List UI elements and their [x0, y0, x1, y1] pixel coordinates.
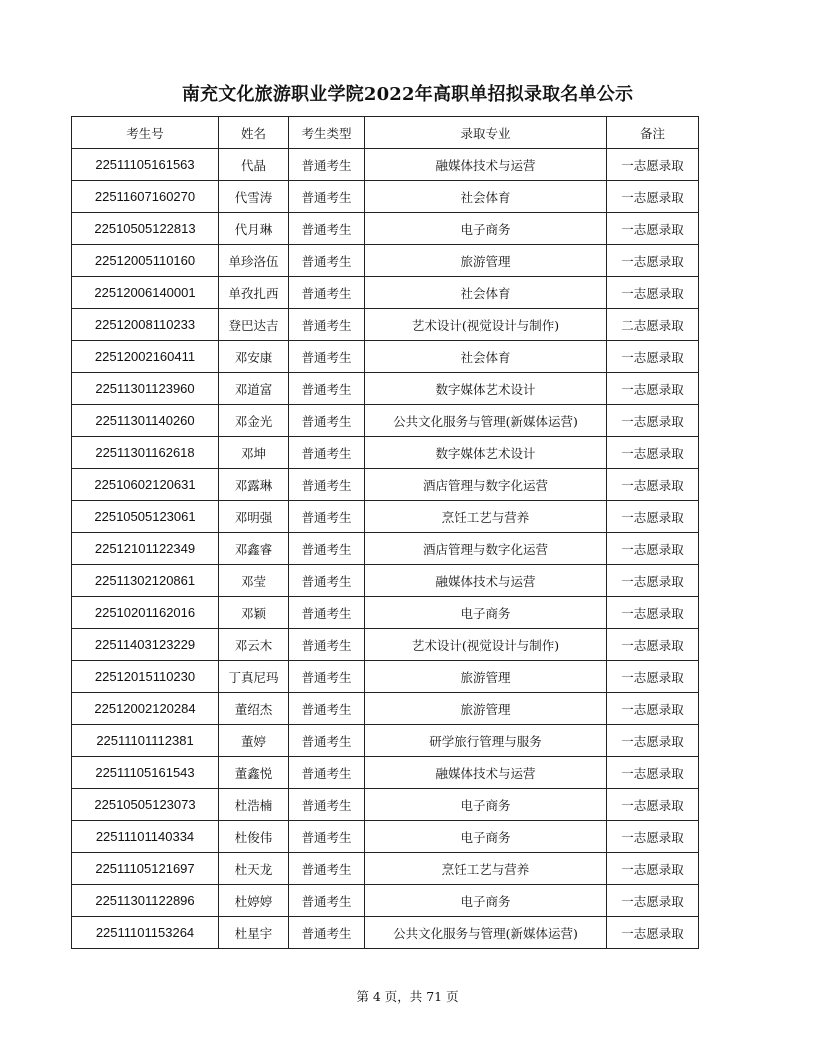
- candidate-type-cell: 普通考生: [289, 693, 365, 725]
- exam-number-cell: 22511301122896: [72, 885, 219, 917]
- name-cell: 邓鑫睿: [219, 533, 289, 565]
- major-cell: 融媒体技术与运营: [365, 565, 607, 597]
- remark-cell: 一志愿录取: [607, 277, 699, 309]
- major-cell: 旅游管理: [365, 245, 607, 277]
- header-row: [72, 117, 699, 149]
- table-header: [72, 117, 699, 149]
- major-cell: 融媒体技术与运营: [365, 757, 607, 789]
- candidate-type-cell: 普通考生: [289, 245, 365, 277]
- exam-number-cell: 22510505123073: [72, 789, 219, 821]
- remark-cell: 一志愿录取: [607, 693, 699, 725]
- table-row: [72, 149, 699, 181]
- candidate-type-cell: 普通考生: [289, 181, 365, 213]
- major-cell: 公共文化服务与管理(新媒体运营): [365, 405, 607, 437]
- name-cell: 杜星宇: [219, 917, 289, 949]
- table-row: [72, 469, 699, 501]
- major-cell: 电子商务: [365, 821, 607, 853]
- candidate-type-cell: 普通考生: [289, 725, 365, 757]
- table-row: [72, 341, 699, 373]
- major-cell: 数字媒体艺术设计: [365, 437, 607, 469]
- candidate-type-cell: 普通考生: [289, 533, 365, 565]
- major-cell: 酒店管理与数字化运营: [365, 469, 607, 501]
- candidate-type-cell: 普通考生: [289, 405, 365, 437]
- major-cell: 艺术设计(视觉设计与制作): [365, 629, 607, 661]
- remark-cell: 一志愿录取: [607, 405, 699, 437]
- table-row: [72, 661, 699, 693]
- name-cell: 丁真尼玛: [219, 661, 289, 693]
- major-cell: 社会体育: [365, 181, 607, 213]
- table-row: [72, 277, 699, 309]
- exam-number-cell: 22511302120861: [72, 565, 219, 597]
- major-cell: 融媒体技术与运营: [365, 149, 607, 181]
- table-row: [72, 917, 699, 949]
- major-cell: 电子商务: [365, 213, 607, 245]
- remark-cell: 一志愿录取: [607, 597, 699, 629]
- page-title: 南充文化旅游职业学院2022年高职单招拟录取名单公示: [181, 84, 634, 105]
- name-cell: 代晶: [219, 149, 289, 181]
- remark-cell: 一志愿录取: [607, 629, 699, 661]
- remark-cell: 一志愿录取: [607, 725, 699, 757]
- candidate-type-cell: 普通考生: [289, 373, 365, 405]
- remark-cell: 一志愿录取: [607, 341, 699, 373]
- name-cell: 杜浩楠: [219, 789, 289, 821]
- remark-cell: 一志愿录取: [607, 501, 699, 533]
- remark-cell: 一志愿录取: [607, 245, 699, 277]
- exam-number-cell: 22512015110230: [72, 661, 219, 693]
- exam-number-cell: 22511101140334: [72, 821, 219, 853]
- remark-cell: 一志愿录取: [607, 213, 699, 245]
- exam-number-cell: 22510602120631: [72, 469, 219, 501]
- table-row: [72, 853, 699, 885]
- name-cell: 邓坤: [219, 437, 289, 469]
- name-cell: 杜天龙: [219, 853, 289, 885]
- candidate-type-cell: 普通考生: [289, 821, 365, 853]
- remark-cell: 一志愿录取: [607, 757, 699, 789]
- remark-cell: 一志愿录取: [607, 917, 699, 949]
- exam-number-cell: 22511101153264: [72, 917, 219, 949]
- name-cell: 单孜扎西: [219, 277, 289, 309]
- major-cell: 电子商务: [365, 789, 607, 821]
- header-major: 录取专业: [365, 117, 607, 149]
- major-cell: 烹饪工艺与营养: [365, 501, 607, 533]
- name-cell: 邓露琳: [219, 469, 289, 501]
- name-cell: 单珍洛伍: [219, 245, 289, 277]
- name-cell: 邓明强: [219, 501, 289, 533]
- name-cell: 代月琳: [219, 213, 289, 245]
- header-exam-number: 考生号: [72, 117, 219, 149]
- candidate-type-cell: 普通考生: [289, 629, 365, 661]
- exam-number-cell: 22512101122349: [72, 533, 219, 565]
- major-cell: 数字媒体艺术设计: [365, 373, 607, 405]
- exam-number-cell: 22512002160411: [72, 341, 219, 373]
- major-cell: 电子商务: [365, 597, 607, 629]
- name-cell: 登巴达吉: [219, 309, 289, 341]
- name-cell: 邓安康: [219, 341, 289, 373]
- table-row: [72, 501, 699, 533]
- name-cell: 邓金光: [219, 405, 289, 437]
- remark-cell: 一志愿录取: [607, 853, 699, 885]
- candidate-type-cell: 普通考生: [289, 597, 365, 629]
- table-row: [72, 437, 699, 469]
- remark-cell: 一志愿录取: [607, 821, 699, 853]
- name-cell: 董鑫悦: [219, 757, 289, 789]
- exam-number-cell: 22511105121697: [72, 853, 219, 885]
- exam-number-cell: 22511301123960: [72, 373, 219, 405]
- table-row: [72, 629, 699, 661]
- table-row: [72, 789, 699, 821]
- exam-number-cell: 22511301162618: [72, 437, 219, 469]
- exam-number-cell: 22511105161543: [72, 757, 219, 789]
- name-cell: 邓颖: [219, 597, 289, 629]
- table-row: [72, 213, 699, 245]
- candidate-type-cell: 普通考生: [289, 565, 365, 597]
- major-cell: 酒店管理与数字化运营: [365, 533, 607, 565]
- exam-number-cell: 22511105161563: [72, 149, 219, 181]
- major-cell: 旅游管理: [365, 693, 607, 725]
- remark-cell: 一志愿录取: [607, 149, 699, 181]
- remark-cell: 一志愿录取: [607, 437, 699, 469]
- table-row: [72, 565, 699, 597]
- remark-cell: 一志愿录取: [607, 565, 699, 597]
- major-cell: 电子商务: [365, 885, 607, 917]
- candidate-type-cell: 普通考生: [289, 277, 365, 309]
- candidate-type-cell: 普通考生: [289, 789, 365, 821]
- table-row: [72, 693, 699, 725]
- candidate-type-cell: 普通考生: [289, 757, 365, 789]
- exam-number-cell: 22510505122813: [72, 213, 219, 245]
- table-row: [72, 885, 699, 917]
- name-cell: 董婷: [219, 725, 289, 757]
- header-name: 姓名: [219, 117, 289, 149]
- exam-number-cell: 22510505123061: [72, 501, 219, 533]
- candidate-type-cell: 普通考生: [289, 885, 365, 917]
- major-cell: 社会体育: [365, 277, 607, 309]
- name-cell: 邓莹: [219, 565, 289, 597]
- candidate-type-cell: 普通考生: [289, 341, 365, 373]
- exam-number-cell: 22512005110160: [72, 245, 219, 277]
- table-row: [72, 373, 699, 405]
- exam-number-cell: 22511403123229: [72, 629, 219, 661]
- remark-cell: 一志愿录取: [607, 469, 699, 501]
- table-row: [72, 245, 699, 277]
- exam-number-cell: 22511607160270: [72, 181, 219, 213]
- name-cell: 董绍杰: [219, 693, 289, 725]
- page-number: 第 4 页，共 71 页: [356, 989, 459, 1004]
- candidate-type-cell: 普通考生: [289, 309, 365, 341]
- table-row: [72, 533, 699, 565]
- remark-cell: 一志愿录取: [607, 789, 699, 821]
- exam-number-cell: 22511101112381: [72, 725, 219, 757]
- candidate-type-cell: 普通考生: [289, 917, 365, 949]
- name-cell: 邓云木: [219, 629, 289, 661]
- name-cell: 杜俊伟: [219, 821, 289, 853]
- header-candidate-type: 考生类型: [289, 117, 365, 149]
- major-cell: 社会体育: [365, 341, 607, 373]
- remark-cell: 一志愿录取: [607, 181, 699, 213]
- candidate-type-cell: 普通考生: [289, 149, 365, 181]
- exam-number-cell: 22511301140260: [72, 405, 219, 437]
- exam-number-cell: 22512002120284: [72, 693, 219, 725]
- major-cell: 公共文化服务与管理(新媒体运营): [365, 917, 607, 949]
- candidate-type-cell: 普通考生: [289, 853, 365, 885]
- remark-cell: 一志愿录取: [607, 533, 699, 565]
- header-remark: 备注: [607, 117, 699, 149]
- remark-cell: 一志愿录取: [607, 373, 699, 405]
- candidate-type-cell: 普通考生: [289, 661, 365, 693]
- name-cell: 邓道富: [219, 373, 289, 405]
- remark-cell: 二志愿录取: [607, 309, 699, 341]
- exam-number-cell: 22512006140001: [72, 277, 219, 309]
- table-row: [72, 309, 699, 341]
- major-cell: 艺术设计(视觉设计与制作): [365, 309, 607, 341]
- major-cell: 旅游管理: [365, 661, 607, 693]
- admission-table: [71, 116, 699, 949]
- table-row: [72, 181, 699, 213]
- major-cell: 研学旅行管理与服务: [365, 725, 607, 757]
- name-cell: 代雪涛: [219, 181, 289, 213]
- table-row: [72, 757, 699, 789]
- table-row: [72, 725, 699, 757]
- exam-number-cell: 22512008110233: [72, 309, 219, 341]
- table-row: [72, 405, 699, 437]
- table-row: [72, 821, 699, 853]
- candidate-type-cell: 普通考生: [289, 501, 365, 533]
- candidate-type-cell: 普通考生: [289, 213, 365, 245]
- candidate-type-cell: 普通考生: [289, 469, 365, 501]
- name-cell: 杜婷婷: [219, 885, 289, 917]
- candidate-type-cell: 普通考生: [289, 437, 365, 469]
- remark-cell: 一志愿录取: [607, 661, 699, 693]
- remark-cell: 一志愿录取: [607, 885, 699, 917]
- exam-number-cell: 22510201162016: [72, 597, 219, 629]
- table-body: [72, 149, 699, 949]
- table-row: [72, 597, 699, 629]
- major-cell: 烹饪工艺与营养: [365, 853, 607, 885]
